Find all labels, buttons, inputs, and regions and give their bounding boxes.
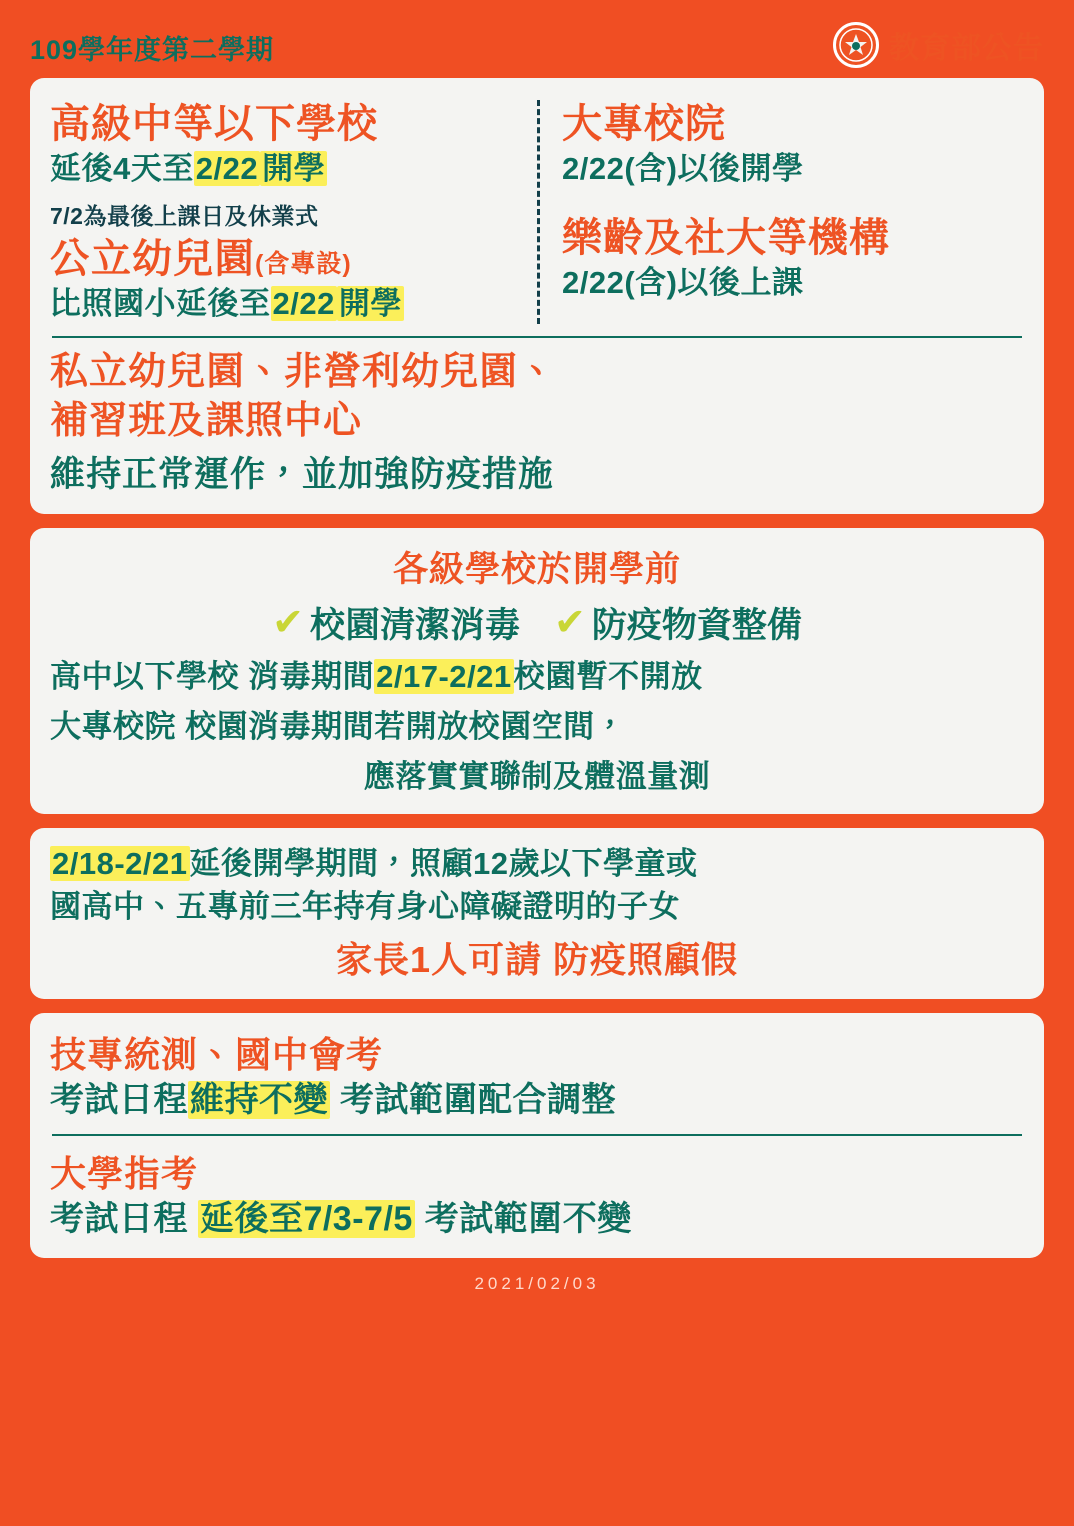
footer-date: 2021/02/03 [474,1273,600,1293]
ministry-of-education-emblem-icon [833,22,879,68]
card-care-leave [30,828,1044,1000]
card2-row1-b: 校園暫不開放 [513,658,703,694]
card2-row-3: 應落實實聯制及體溫量測 [363,758,711,794]
left-line2-a: 比照國小延後至 [50,286,271,322]
private-kindergarten-heading-l1: 私立幼兒園、非營利幼兒園、 [50,350,558,393]
left-heading: 高級中等以下學校 [50,102,378,146]
left-line1-b: 開學 [262,150,326,186]
ministry-badge [833,22,1044,68]
check-icon: ✔ [272,601,304,644]
badge-label: 教育部公告 [889,32,1044,65]
card-exams [30,1013,1044,1257]
card2-row2-a: 校園消毒期間若開放校園空間， [176,708,627,744]
exam-line1-highlight: 維持不變 [190,1081,328,1120]
card2-title: 各級學校於開學前 [392,549,681,589]
left-note: 7/2為最後上課日及休業式 [50,203,319,230]
left-heading-2 [50,235,519,284]
card3-strong: 家長1人可請 防疫照顧假 [335,939,739,981]
exam-line2-a: 考試日程 [50,1200,198,1239]
left-line-2 [50,284,519,324]
poster-header [30,22,1044,68]
card3-highlight-dates: 2/18-2/21 [52,845,188,881]
card3-line-1 [50,842,1024,885]
check-item-1-label: 校園清潔消毒 [309,605,520,645]
left-line1-a: 延後4天至 [50,150,194,186]
card3-line1-b: 延後開學期間，照顧12歲以下學童或 [189,845,698,881]
exam-line2-highlight: 延後至7/3-7/5 [199,1200,413,1239]
right-heading: 大專校院 [562,102,726,146]
right-heading-2: 樂齡及社大等機構 [562,216,890,261]
exam-heading-1: 技專統測、國中會考 [50,1034,384,1076]
check-item-1 [272,598,520,648]
exam-line2-b: 考試範圍不變 [414,1200,632,1239]
exam-heading-2: 大學指考 [50,1153,199,1195]
column-left [50,100,537,324]
column-right [537,100,1024,324]
page-title: 109學年度第二學期 [30,35,275,65]
right-line-1: 2/22(含)以後開學 [562,150,804,186]
private-kindergarten-line: 維持正常運作，並加強防疫措施 [50,454,555,494]
left-line-1 [50,149,519,189]
card2-row-2 [50,706,1024,748]
left-line1-highlight: 2/22 [195,150,259,186]
left-heading2-main: 公立幼兒園 [50,237,255,282]
check-item-2-label: 防疫物資整備 [591,605,802,645]
card-pre-opening-measures [30,528,1044,814]
left-line2-highlight: 2/22 [272,286,335,322]
card-school-opening [30,78,1044,514]
card2-row1-lead: 高中以下學校 [50,658,239,694]
card2-row1-a: 消毒期間 [239,658,375,694]
left-heading2-small: (含專設) [255,250,352,279]
exam-line-1 [50,1078,1024,1122]
card2-row2-lead: 大專校院 [50,708,176,744]
check-icon: ✔ [554,601,586,644]
card1-divider [52,336,1022,338]
check-item-2 [554,598,802,648]
private-kindergarten-heading-l2: 補習班及課照中心 [50,400,363,443]
card2-row1-highlight: 2/17-2/21 [376,658,512,694]
exam-line-2 [50,1197,1024,1241]
card2-row-1 [50,656,1024,698]
card3-line-2: 國高中、五專前三年持有身心障礙證明的子女 [50,888,680,924]
left-line2-b: 開學 [338,286,402,322]
checklist [50,598,1024,648]
card4-divider [52,1134,1022,1136]
exam-line1-a: 考試日程 [50,1081,188,1120]
right-line-2: 2/22(含)以後上課 [562,265,804,301]
exam-line1-b: 考試範圍配合調整 [330,1081,616,1120]
two-column-block [50,100,1024,324]
